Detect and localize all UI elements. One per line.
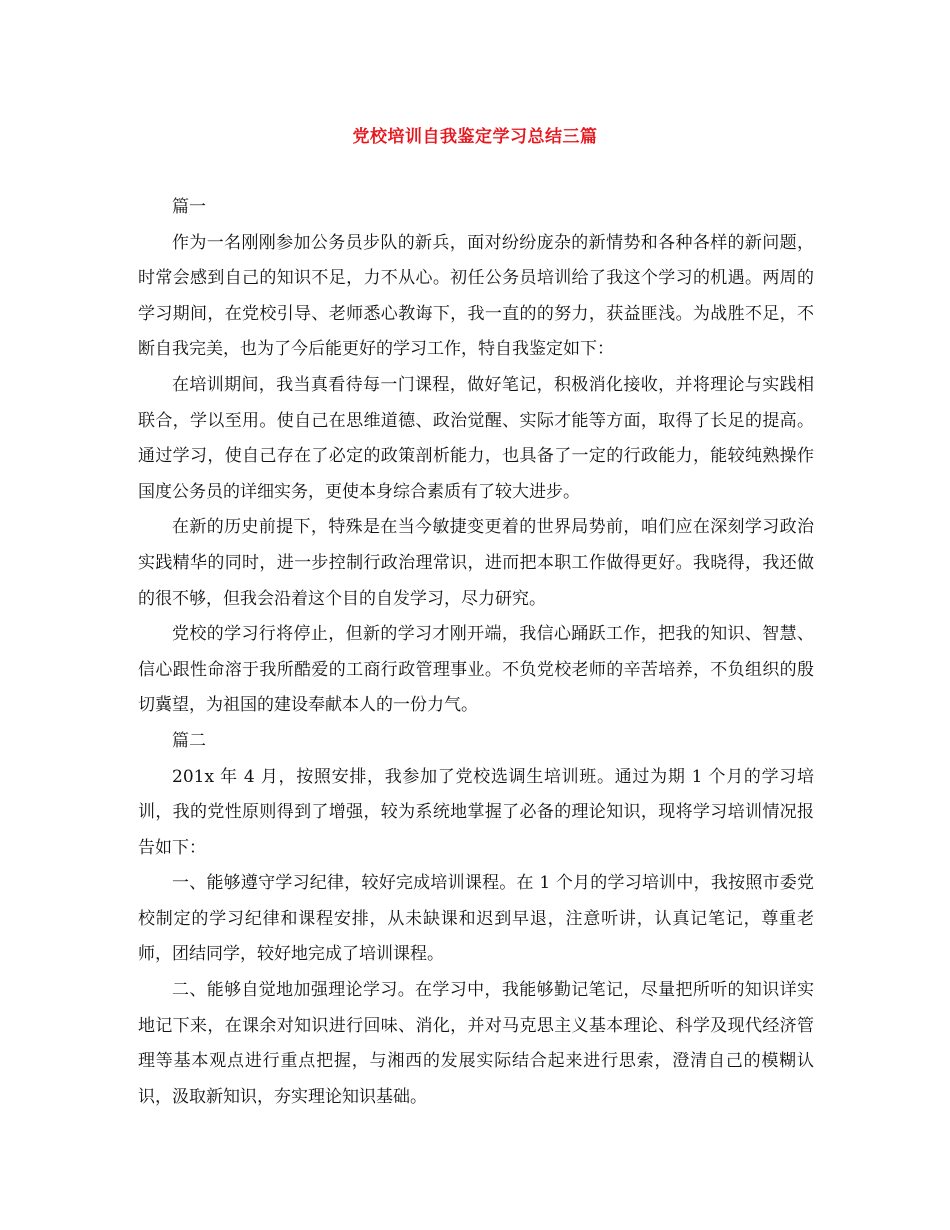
paragraph: 在培训期间，我当真看待每一门课程，做好笔记，积极消化接收，并将理论与实践相联合，学以至用。使自己在思维道德、政治觉醒、实际才能等方面，取得了长足的提高。通过学习，使自己存在了必定的政策剖析能力，也具备了一定的行政能力，能较纯熟操作国度公务员的详细实务，更使本身综合素质有了较大进步。 [138, 374, 814, 502]
section-heading-1: 篇一 [172, 197, 206, 217]
document-body [138, 190, 814, 1115]
paragraph: 在新的历史前提下，特殊是在当今敏捷变更着的世界局势前，咱们应在深刻学习政治实践精华的同时，进一步控制行政治理常识，进而把本职工作做得更好。我晓得，我还做的很不够，但我会沿着这个目的自发学习，尽力研究。 [138, 517, 814, 609]
paragraph: 一、能够遵守学习纪律，较好完成培训课程。在 1 个月的学习培训中，我按照市委党校制定的学习纪律和课程安排，从未缺课和迟到早退，注意听讲，认真记笔记，尊重老师，团结同学，较好地完成了培训课程。 [138, 873, 814, 965]
paragraph: 作为一名刚刚参加公务员步队的新兵，面对纷纷庞杂的新情势和各种各样的新问题，时常会感到自己的知识不足，力不从心。初任公务员培训给了我这个学习的机遇。两周的学习期间，在党校引导、老师悉心教诲下，我一直的的努力，获益匪浅。为战胜不足，不断自我完美，也为了今后能更好的学习工作，特自我鉴定如下： [138, 232, 814, 360]
paragraph: 党校的学习行将停止，但新的学习才刚开端，我信心踊跃工作，把我的知识、智慧、信心跟性命溶于我所酷爱的工商行政管理事业。不负党校老师的辛苦培养，不负组织的殷切冀望，为祖国的建设奉献本人的一份力气。 [138, 624, 814, 716]
document-title: 党校培训自我鉴定学习总结三篇 [352, 127, 598, 147]
section-heading-2: 篇二 [172, 730, 206, 751]
paragraph: 201x 年 4 月，按照安排，我参加了党校选调生培训班。通过为期 1 个月的学习培训，我的党性原则得到了增强，较为系统地掌握了必备的理论知识，现将学习培训情况报告如下： [138, 766, 814, 858]
paragraph: 二、能够自觉地加强理论学习。在学习中，我能够勤记笔记，尽量把所听的知识详实地记下来，在课余对知识进行回味、消化，并对马克思主义基本理论、科学及现代经济管理等基本观点进行重点把握，与湘西的发展实际结合起来进行思索，澄清自己的模糊认识，汲取新知识，夯实理论知识基础。 [138, 980, 814, 1107]
